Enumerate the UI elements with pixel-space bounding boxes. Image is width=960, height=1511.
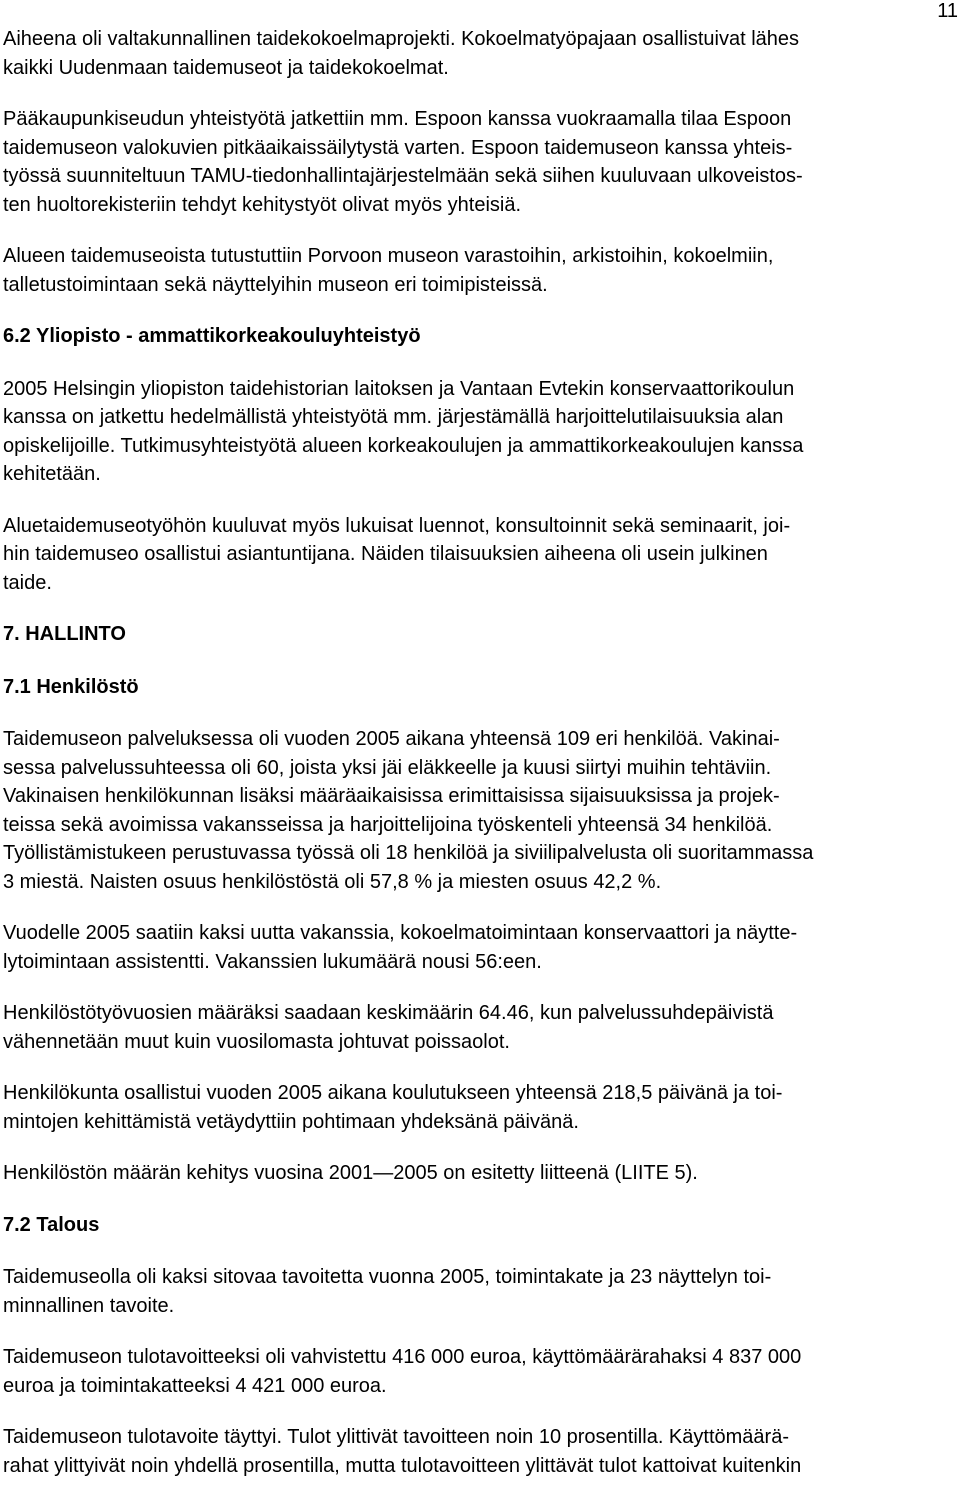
- paragraph-uudet-vakanssit: Vuodelle 2005 saatiin kaksi uutta vakanssia, kokoelmatoimintaan konservaattori ja näytte- lytoimintaan assistentti. Vakanssien lukumäärä nousi 56:een.: [3, 922, 798, 973]
- document-body: [3, 25, 958, 1503]
- heading-7-2-talous: 7.2 Talous: [3, 1213, 100, 1236]
- paragraph-luennot-konsultoinnit: Aluetaidemuseotyöhön kuuluvat myös lukuisat luennot, konsultoinnit sekä seminaarit, joi- hin taidemuseo osallistui asiantuntijana. Näiden tilaisuuksien aiheena oli usein julkinen taide.: [3, 514, 791, 594]
- paragraph-henkiloston-kehitys: Henkilöstön määrän kehitys vuosina 2001—2005 on esitetty liitteenä (LIITE 5).: [3, 1162, 698, 1184]
- paragraph-porvoon-museo: Alueen taidemuseoista tutustuttiin Porvoon museon varastoihin, arkistoihin, kokoelmiin, talletustoimintaan sekä näyttelyihin museon eri toimipisteissä.: [3, 245, 774, 296]
- paragraph-koulutus: Henkilökunta osallistui vuoden 2005 aikana koulutukseen yhteensä 218,5 päivänä ja toi- mintojen kehittämistä vetäydyttiin pohtimaan yhdeksänä päivänä.: [3, 1082, 783, 1133]
- paragraph-paakaupunkiseutu-yhteistyo: Pääkaupunkiseudun yhteistyötä jatkettiin mm. Espoon kanssa vuokraamalla tilaa Espoon taidemuseon valokuvien pitkäaikaissäilytystä varten. Espoon taidemuseon kanssa yhteis- työssä suunniteltuun TAMU-tiedonhallintajärjestelmään sekä siihen kuuluvaan ulkoveistos- ten huoltorekisteriin tehdyt kehitystyöt olivat myös yhteisiä.: [3, 108, 803, 216]
- page-number: 11: [937, 0, 958, 22]
- paragraph-tulotavoite-toteutuma: Taidemuseon tulotavoite täyttyi. Tulot ylittivät tavoitteen noin 10 prosentilla. Käyttömäärä- rahat ylittyivät noin yhdellä prosentilla, mutta tulotavoitteen ylittävät tulot kattoivat kuitenkin: [3, 1426, 802, 1477]
- paragraph-sitovat-tavoitteet: Taidemuseolla oli kaksi sitovaa tavoitetta vuonna 2005, toimintakate ja 23 näyttelyn toi- minnallinen tavoite.: [3, 1266, 772, 1317]
- heading-6-2-yliopisto: 6.2 Yliopisto - ammattikorkeakouluyhteistyö: [3, 325, 421, 347]
- paragraph-henkilosto-maara: Taidemuseon palveluksessa oli vuoden 2005 aikana yhteensä 109 eri henkilöä. Vakinai- sessa palvelussuhteessa oli 60, joista yksi jäi eläkkeelle ja kuusi siirtyi muihin tehtäviin. Vakinaisen henkilökunnan lisäksi määräaikaisissa erimittaisissa sijaisuuksissa ja projek- teissa sekä avoimissa vakansseissa ja harjoittelijoina työskenteli yhteensä 34 henkilöä. Työllistämistukeen perustuvassa työssä oli 18 henkilöä ja siviilipalvelusta oli suoritammassa 3 miestä. Naisten osuus henkilöstöstä oli 57,8 % ja miesten osuus 42,2 %.: [3, 728, 814, 893]
- paragraph-taidekokoelmaprojekti: Aiheena oli valtakunnallinen taidekokoelmaprojekti. Kokoelmatyöpajaan osallistuivat lähes kaikki Uudenmaan taidemuseot ja taidekokoelmat.: [3, 28, 800, 79]
- heading-7-1-henkilosto: 7.1 Henkilöstö: [3, 675, 139, 698]
- paragraph-yliopisto-yhteistyo: 2005 Helsingin yliopiston taidehistorian laitoksen ja Vantaan Evtekin konservaattorikoulun kanssa on jatkettu hedelmällistä yhteistyötä mm. järjestämällä harjoittelutilaisuuksia alan opiskelijoille. Tutkimusyhteistyötä alueen korkeakoulujen ja ammattikorkeakoulujen kanssa kehitetään.: [3, 377, 804, 485]
- heading-7-hallinto: 7. HALLINTO: [3, 623, 126, 645]
- paragraph-henkilostotyovuodet: Henkilöstötyövuosien määräksi saadaan keskimäärin 64.46, kun palvelussuhdepäivistä vähennetään muut kuin vuosilomasta johtuvat poissaolot.: [3, 1002, 774, 1053]
- paragraph-tulotavoite: Taidemuseon tulotavoitteeksi oli vahvistettu 416 000 euroa, käyttömäärärahaksi 4 837 000 euroa ja toimintakatteeksi 4 421 000 euroa.: [3, 1346, 802, 1397]
